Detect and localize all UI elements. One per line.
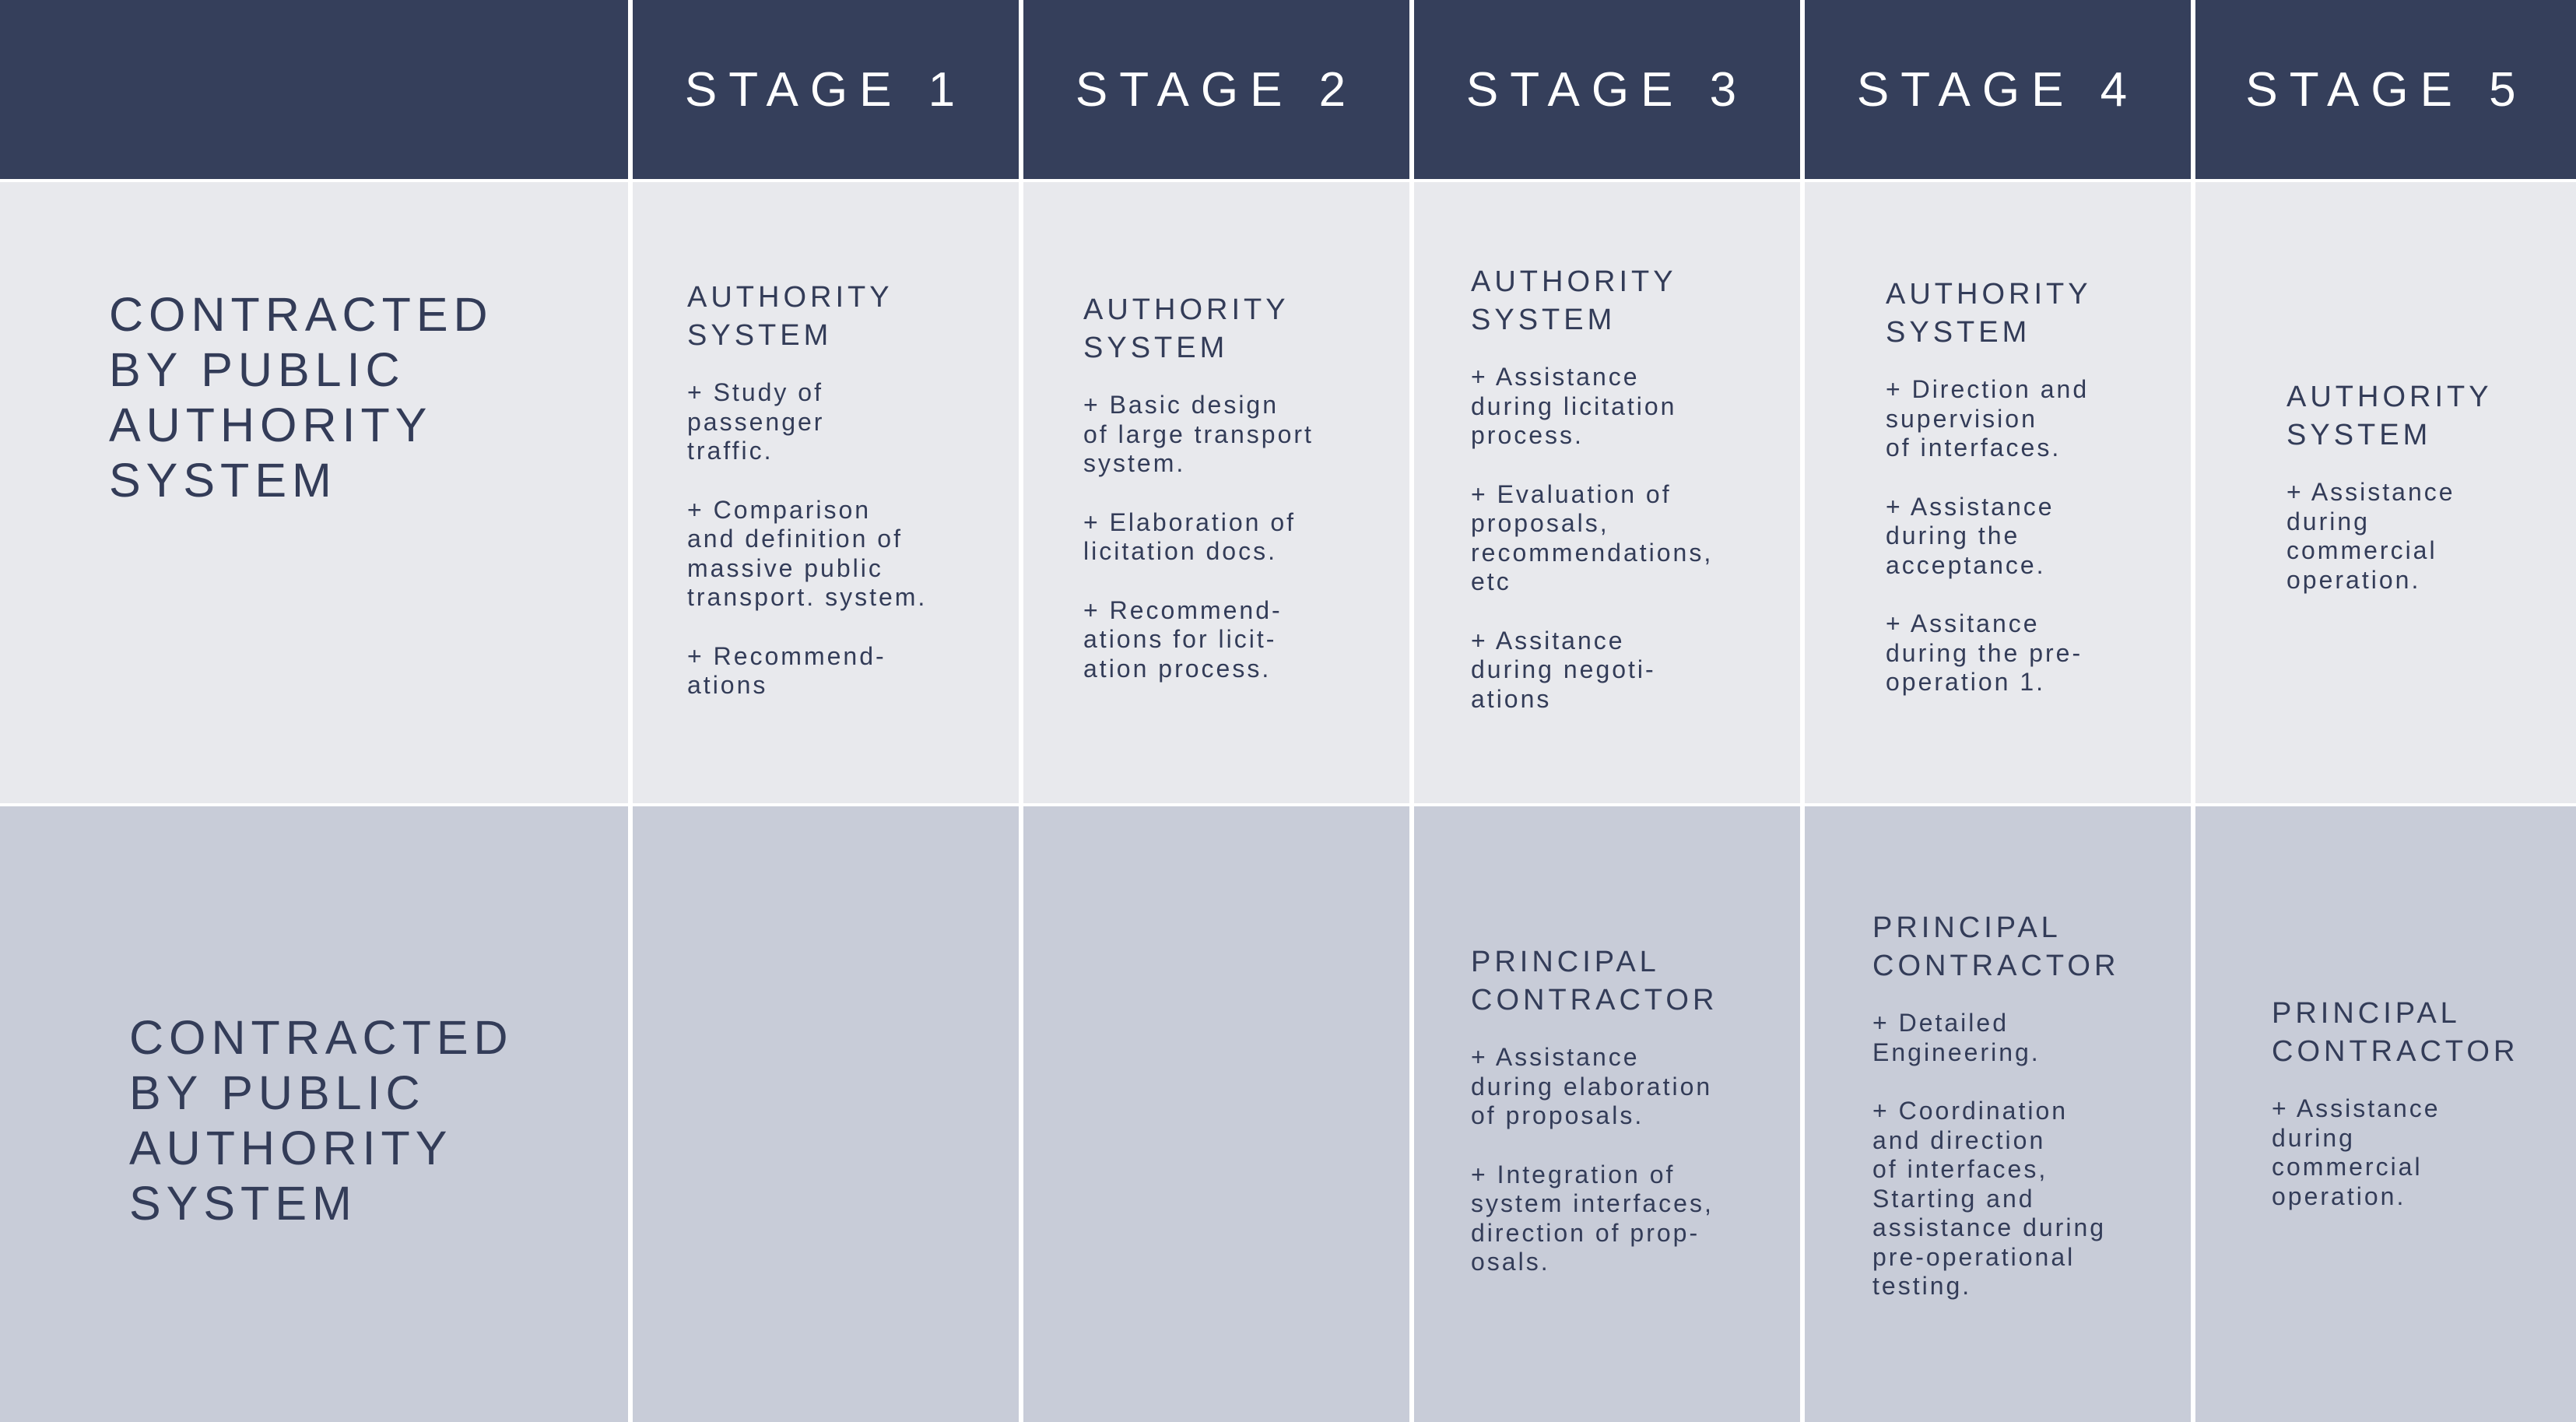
cell-item: + Assitance during the pre- operation 1.: [1886, 609, 2083, 696]
cell-title: AUTHORITY SYSTEM: [1083, 293, 1290, 364]
cell-content: [1471, 263, 1713, 743]
stage-label: STAGE 4: [1856, 62, 2139, 117]
stage-label: STAGE 1: [684, 62, 967, 117]
row-1-stage-1-cell: [633, 182, 1019, 803]
stage-label: STAGE 3: [1465, 62, 1749, 117]
cell-item: + Assitance during negoti- ations: [1471, 626, 1656, 713]
cell-content: [1872, 909, 2119, 1331]
cell-item: + Assistance during the acceptance.: [1886, 492, 2055, 579]
cell-item: + Direction and supervision of interfaces.: [1886, 375, 2090, 462]
cell-item: + Recommend- ations for licit- ation process.: [1083, 595, 1283, 683]
cell-item: + Assistance during licitation process.: [1471, 363, 1677, 449]
header-stage-1: [633, 0, 1019, 179]
cell-item: + Assistance during elaboration of proposals.: [1471, 1043, 1713, 1129]
row-label: CONTRACTED BY PUBLIC AUTHORITY SYSTEM: [129, 1011, 514, 1230]
header-stage-5: [2195, 0, 2576, 179]
cell-content: [2272, 995, 2518, 1241]
row-2-stage-5-cell: [2195, 806, 2576, 1422]
row-1-label-cell: [0, 182, 628, 803]
row-2-stage-4-cell: [1805, 806, 2191, 1422]
cell-title: PRINCIPAL CONTRACTOR: [1872, 911, 2120, 982]
cell-title: AUTHORITY SYSTEM: [2286, 381, 2493, 451]
stage-label: STAGE 2: [1075, 62, 1358, 117]
cell-item: + Evaluation of proposals, recommendations, etc: [1471, 479, 1714, 595]
cell-title: AUTHORITY SYSTEM: [1886, 278, 2092, 349]
cell-title: PRINCIPAL CONTRACTOR: [2272, 997, 2519, 1068]
row-1-stage-5-cell: [2195, 182, 2576, 803]
cell-content: [1886, 276, 2092, 727]
header-stage-4: [1805, 0, 2191, 179]
cell-item: + Study of passenger traffic.: [687, 378, 825, 465]
row-2-stage-1-cell: [633, 806, 1019, 1422]
cell-item: + Detailed Engineering.: [1872, 1009, 2041, 1066]
header-stage-2: [1023, 0, 1409, 179]
row-1-stage-3-cell: [1414, 182, 1800, 803]
row-label: CONTRACTED BY PUBLIC AUTHORITY SYSTEM: [109, 288, 493, 507]
cell-title: PRINCIPAL CONTRACTOR: [1471, 946, 1718, 1016]
cell-content: [1083, 291, 1314, 713]
row-2-stage-2-cell: [1023, 806, 1409, 1422]
cell-content: [2286, 378, 2493, 624]
cell-content: [1471, 943, 1718, 1307]
row-1-stage-4-cell: [1805, 182, 2191, 803]
cell-item: + Assistance during commercial operation.: [2286, 478, 2455, 594]
header-corner-cell: [0, 0, 628, 179]
row-2-label-cell: [0, 806, 628, 1422]
stage-label: STAGE 5: [2245, 62, 2528, 117]
cell-item: + Elaboration of licitation docs.: [1083, 507, 1297, 565]
cell-item: + Assistance during commercial operation.: [2272, 1094, 2441, 1210]
cell-title: AUTHORITY SYSTEM: [687, 281, 893, 352]
header-stage-3: [1414, 0, 1800, 179]
row-1-stage-2-cell: [1023, 182, 1409, 803]
cell-content: [687, 279, 927, 730]
cell-item: + Basic design of large transport system.: [1083, 391, 1314, 477]
cell-title: AUTHORITY SYSTEM: [1471, 265, 1677, 336]
cell-item: + Comparison and definition of massive public transport. system.: [687, 495, 928, 611]
cell-item: + Integration of system interfaces, direction of prop- osals.: [1471, 1160, 1714, 1276]
cell-item: + Coordination and direction of interfaces, Starting and assistance during pre-operational testing.: [1872, 1097, 2107, 1300]
row-2-stage-3-cell: [1414, 806, 1800, 1422]
cell-item: + Recommend- ations: [687, 641, 886, 699]
